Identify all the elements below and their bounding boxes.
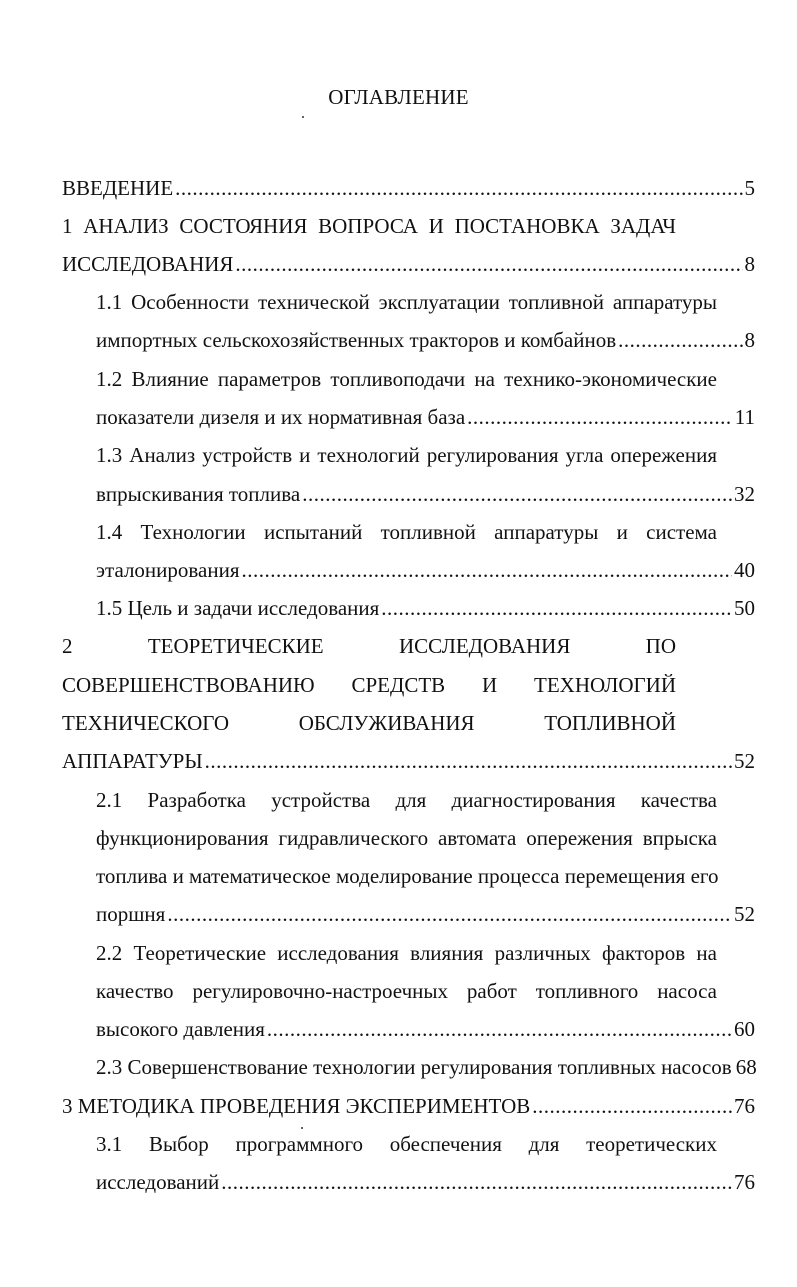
toc-entry-1-5[interactable] (96, 593, 755, 623)
toc-entry-2-1-cont[interactable] (96, 899, 755, 929)
toc-entry-text: 1.2 Влияние параметров топливоподачи на технико-экономические (96, 367, 717, 391)
toc-entry-text: высокого давления (96, 1017, 265, 1041)
toc-entry-chapter-2-cont[interactable] (62, 746, 755, 776)
toc-entry-chapter-2-cont[interactable] (62, 670, 676, 700)
toc-entry-text: 2.2 Теоретические исследования влияния различных факторов на (96, 941, 717, 965)
dot-leader (618, 325, 742, 355)
toc-page-number: 76 (734, 1094, 755, 1118)
toc-entry-3-1[interactable] (96, 1129, 717, 1159)
page-title: ОГЛАВЛЕНИЕ (328, 85, 469, 109)
toc-entry-text: импортных сельскохозяйственных тракторов и комбайнов (96, 328, 617, 352)
toc-entry-text: 2.3 Совершенствование технологии регулирования топливных насосов (96, 1055, 732, 1079)
toc-entry-1-1[interactable] (96, 287, 717, 317)
toc-entry-2-2[interactable] (96, 938, 717, 968)
toc-entry-chapter-2[interactable] (62, 631, 676, 661)
toc-entry-text: эталонирования (96, 558, 240, 582)
toc-entry-text: 1.4 Технологии испытаний топливной аппаратуры и система (96, 520, 717, 544)
dot-leader (467, 402, 733, 432)
toc-entry-1-1-cont[interactable] (96, 325, 755, 355)
toc-entry-text: 1.3 Анализ устройств и технологий регулирования угла опережения (96, 443, 717, 467)
toc-entry-text: показатели дизеля и их нормативная база (96, 405, 466, 429)
toc-entry-introduction[interactable] (62, 173, 755, 203)
toc-page-number: 50 (734, 596, 755, 620)
toc-entry-2-2-cont[interactable] (96, 976, 717, 1006)
toc-entry-chapter-1[interactable] (62, 211, 676, 241)
toc-entry-text: 1 АНАЛИЗ СОСТОЯНИЯ ВОПРОСА И ПОСТАНОВКА ЗАДАЧ (62, 214, 676, 238)
toc-entry-2-1[interactable] (96, 785, 717, 815)
dot-leader (242, 555, 732, 585)
dot-leader (267, 1014, 732, 1044)
toc-entry-text: качество регулировочно-настроечных работ топливного насоса (96, 979, 717, 1003)
dot-leader (205, 746, 732, 776)
toc-page-number: 8 (744, 252, 755, 276)
toc-entry-1-4-cont[interactable] (96, 555, 755, 585)
toc-entry-text: СОВЕРШЕНСТВОВАНИЮ СРЕДСТВ И ТЕХНОЛОГИЙ (62, 673, 676, 697)
toc-page-number: 5 (744, 176, 755, 200)
toc-entry-text: 1.1 Особенности технической эксплуатации топливной аппаратуры (96, 290, 717, 314)
toc-page-number: 32 (734, 482, 755, 506)
toc-page-number: 40 (734, 558, 755, 582)
toc-entry-text: 1.5 Цель и задачи исследования (96, 596, 380, 620)
toc-entry-1-2[interactable] (96, 364, 717, 394)
toc-entry-3-1-cont[interactable] (96, 1167, 755, 1197)
dot-leader (532, 1091, 732, 1121)
toc-entry-chapter-3[interactable] (62, 1091, 755, 1121)
toc-entry-text: АППАРАТУРЫ (62, 749, 203, 773)
toc-page-number: 76 (734, 1170, 755, 1194)
toc-entry-1-3[interactable] (96, 440, 717, 470)
toc-entry-text: впрыскивания топлива (96, 482, 301, 506)
dot-leader (167, 899, 732, 929)
toc-entry-1-4[interactable] (96, 517, 717, 547)
toc-entry-text: поршня (96, 902, 166, 926)
toc-entry-text: топлива и математическое моделирование процесса перемещения его (96, 864, 719, 888)
toc-entry-2-1-cont[interactable] (96, 823, 717, 853)
dot-leader (302, 479, 732, 509)
toc-entry-chapter-1-cont[interactable] (62, 249, 755, 279)
toc-entry-chapter-2-cont[interactable] (62, 708, 676, 738)
toc-page-number: 68 (735, 1055, 757, 1079)
toc-entry-1-3-cont[interactable] (96, 479, 755, 509)
dot-leader (381, 593, 732, 623)
toc-entry-text: 2 ТЕОРЕТИЧЕСКИЕ ИССЛЕДОВАНИЯ ПО (62, 634, 676, 658)
toc-entry-2-2-cont[interactable] (96, 1014, 755, 1044)
toc-entry-1-2-cont[interactable] (96, 402, 755, 432)
toc-entry-2-3[interactable] (96, 1052, 755, 1082)
toc-page-number: 52 (734, 902, 755, 926)
toc-page-number: 60 (734, 1017, 755, 1041)
dot-leader (221, 1167, 732, 1197)
toc-entry-text: исследований (96, 1170, 220, 1194)
toc-page-number: 11 (734, 405, 755, 429)
toc-entry-text: ВВЕДЕНИЕ (62, 176, 174, 200)
dot-leader (235, 249, 742, 279)
toc-entry-2-1-cont[interactable] (96, 861, 717, 891)
toc-entry-text: ТЕХНИЧЕСКОГО ОБСЛУЖИВАНИЯ ТОПЛИВНОЙ (62, 711, 676, 735)
scan-speck (302, 116, 304, 118)
toc-entry-text: 3.1 Выбор программного обеспечения для теоретических (96, 1132, 717, 1156)
toc-entry-text: функционирования гидравлического автомата опережения впрыска (96, 826, 717, 850)
toc-page-number: 8 (744, 328, 755, 352)
toc-entry-text: ИССЛЕДОВАНИЯ (62, 252, 234, 276)
dot-leader (175, 173, 742, 203)
toc-entry-text: 3 МЕТОДИКА ПРОВЕДЕНИЯ ЭКСПЕРИМЕНТОВ (62, 1094, 531, 1118)
toc-entry-text: 2.1 Разработка устройства для диагностирования качества (96, 788, 717, 812)
toc-page-number: 52 (734, 749, 755, 773)
